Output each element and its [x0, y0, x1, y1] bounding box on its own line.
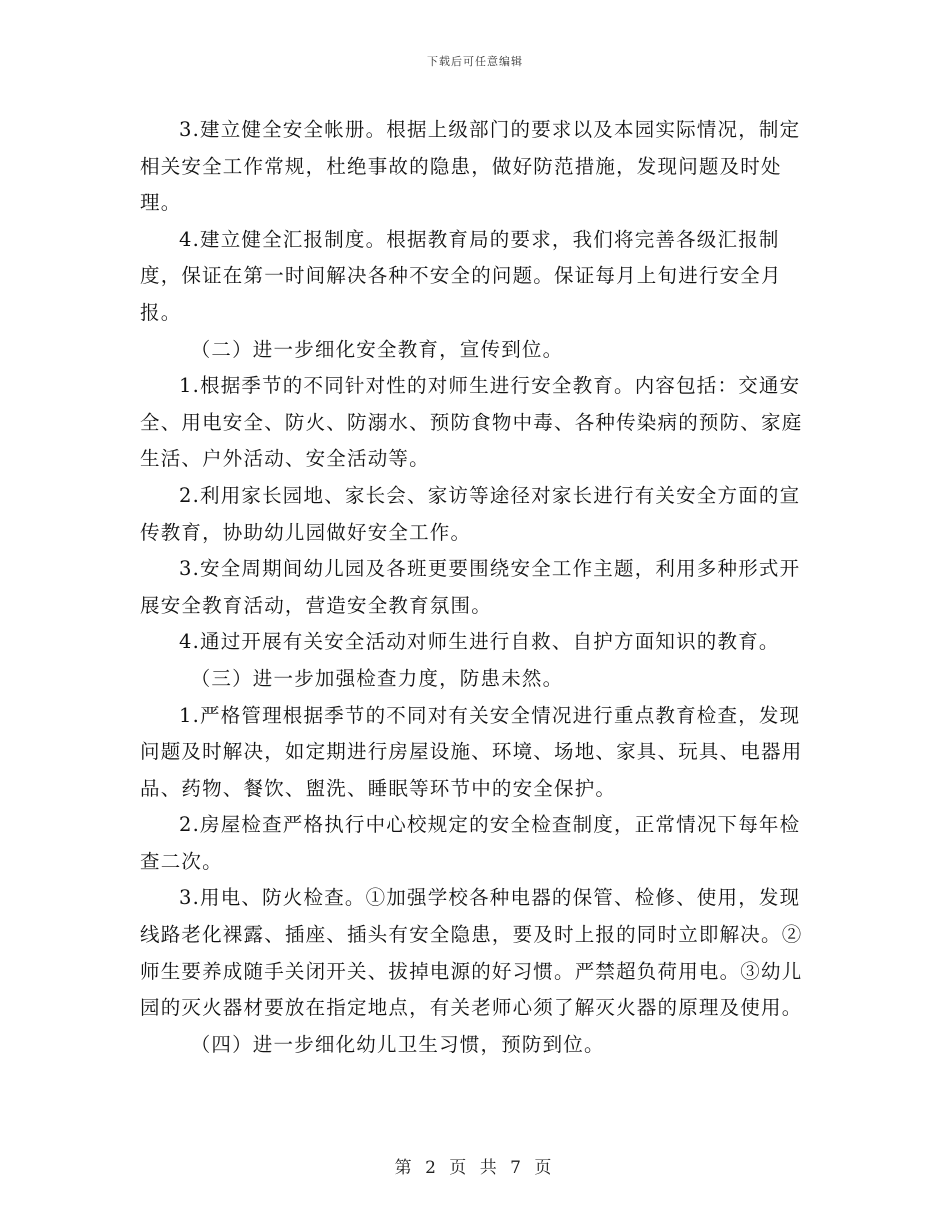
section-heading-2: （二）进一步细化安全教育，宣传到位。 — [190, 337, 564, 361]
paragraph-safety-records: 3.建立健全安全帐册。根据上级部门的要求以及本园实际情况，制定相关安全工作常规，杜绝事故的隐患，做好防范措施，发现问题及时处理。 — [140, 118, 801, 215]
page-header-note: 下载后可任意编辑 — [427, 55, 523, 68]
page-number: 第 2 页 共 7 页 — [394, 1158, 556, 1178]
section-heading-3: （三）进一步加强检查力度，防患未然。 — [190, 666, 564, 690]
paragraph-electric-fire-check: 3.用电、防火检查。①加强学校各种电器的保管、检修、使用，发现线路老化裸露、插座、插头有安全隐患，要及时上报的同时立即解决。②师生要养成随手关闭开关、拔掉电源的好习惯。严禁超负荷用电。③幼儿园的灭火器材要放在指定地点，有关老师心须了解灭火器的原理及使用。 — [140, 886, 803, 1020]
paragraph-building-inspection: 2.房屋检查严格执行中心校规定的安全检查制度，正常情况下每年检查二次。 — [140, 813, 801, 873]
paragraph-seasonal-education: 1.根据季节的不同针对性的对师生进行安全教育。内容包括：交通安全、用电安全、防火、防溺水、预防食物中毒、各种传染病的预防、家庭生活、户外活动、安全活动等。 — [140, 374, 803, 471]
paragraph-strict-management: 1.严格管理根据季节的不同对有关安全情况进行重点教育检查，发现问题及时解决，如定期进行房屋设施、环境、场地、家具、玩具、电器用品、药物、餐饮、盥洗、睡眠等环节中的安全保护。 — [140, 703, 803, 800]
paragraph-parent-education: 2.利用家长园地、家长会、家访等途径对家长进行有关安全方面的宣传教育，协助幼儿园做好安全工作。 — [140, 483, 801, 544]
section-heading-4: （四）进一步细化幼儿卫生习惯，预防到位。 — [190, 1032, 605, 1056]
paragraph-reporting-system: 4.建立健全汇报制度。根据教育局的要求，我们将完善各级汇报制度，保证在第一时间解决各种不安全的问题。保证每月上旬进行安全月报。 — [140, 227, 782, 324]
paragraph-self-rescue: 4.通过开展有关安全活动对师生进行自救、自护方面知识的教育。 — [179, 630, 780, 654]
paragraph-safety-week: 3.安全周期间幼儿园及各班更要围绕安全工作主题，利用多种形式开展安全教育活动，营造安全教育氛围。 — [140, 557, 801, 617]
document-body — [140, 112, 820, 1063]
